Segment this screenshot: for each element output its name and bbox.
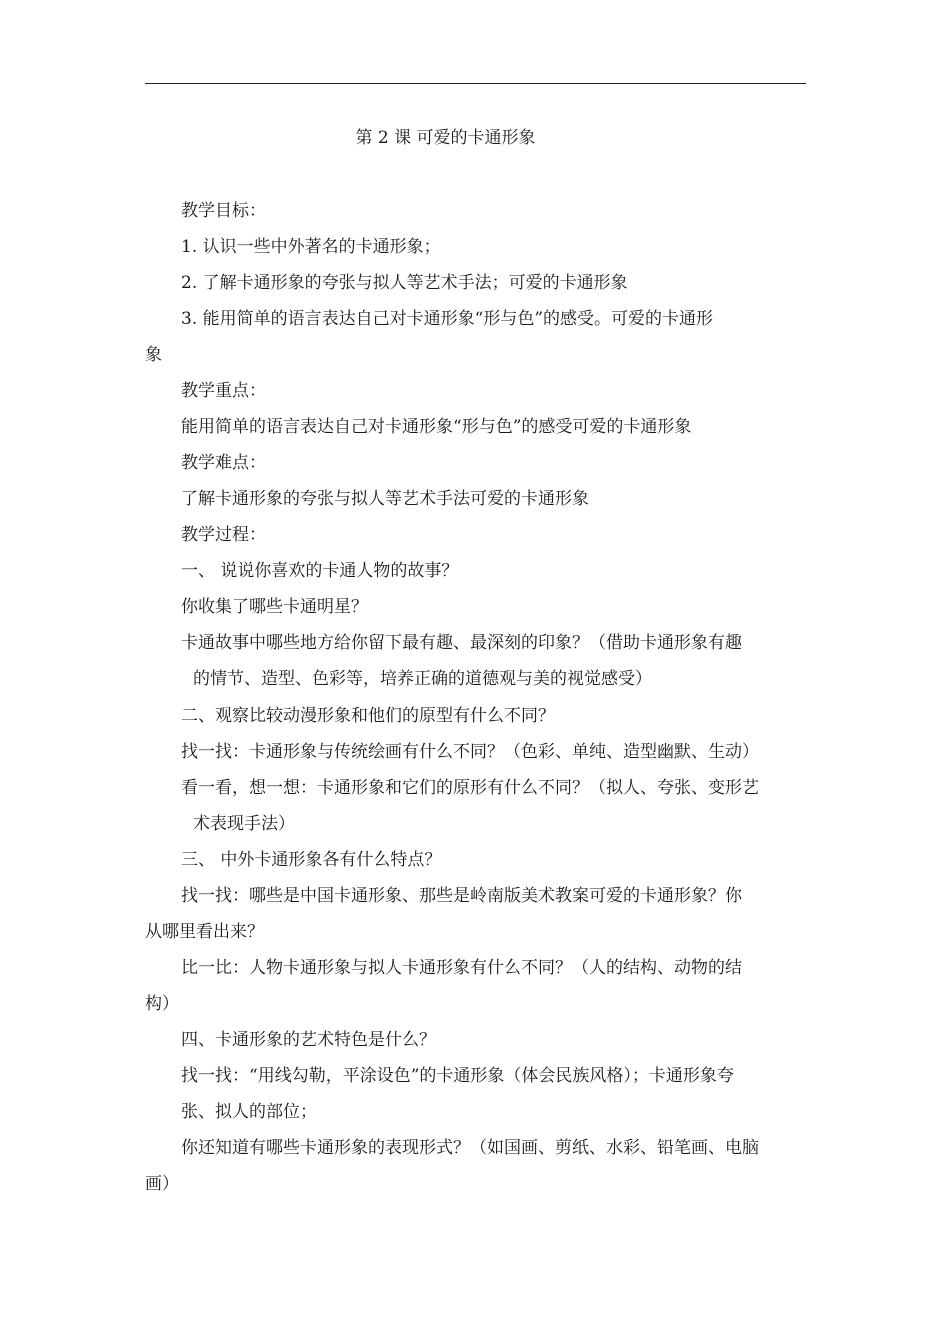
text-line: 3. 能用简单的语言表达自己对卡通形象“形与色”的感受。可爱的卡通形: [181, 309, 714, 329]
text-line: 画）: [145, 1174, 179, 1194]
text-line: 一、 说说你喜欢的卡通人物的故事？: [181, 561, 459, 581]
text-line: 象: [145, 345, 162, 365]
text-line: 教学重点：: [181, 381, 266, 401]
text-line: 张、拟人的部位；: [181, 1102, 317, 1122]
text-line: 找一找：哪些是中国卡通形象、那些是岭南版美术教案可爱的卡通形象？你: [181, 886, 742, 906]
text-line: 看一看，想一想：卡通形象和它们的原形有什么不同？（拟人、夸张、变形艺: [181, 778, 759, 798]
text-line: 了解卡通形象的夸张与拟人等艺术手法可爱的卡通形象: [181, 489, 589, 509]
text-line: 二、观察比较动漫形象和他们的原型有什么不同？: [181, 706, 555, 726]
text-line: 1. 认识一些中外著名的卡通形象；: [181, 237, 441, 257]
text-line: 能用简单的语言表达自己对卡通形象“形与色”的感受可爱的卡通形象: [181, 417, 692, 437]
text-line: 构）: [145, 994, 179, 1014]
text-line: 教学目标：: [181, 201, 266, 221]
text-line: 的情节、造型、色彩等，培养正确的道德观与美的视觉感受）: [193, 669, 652, 689]
text-line: 四、卡通形象的艺术特色是什么？: [181, 1030, 436, 1050]
text-line: 找一找：“用线勾勒，平涂设色”的卡通形象（体会民族风格）；卡通形象夸: [181, 1066, 734, 1086]
text-line: 找一找：卡通形象与传统绘画有什么不同？（色彩、单纯、造型幽默、生动）: [181, 742, 759, 762]
text-line: 教学过程：: [181, 525, 266, 545]
page-title: 第 2 课 可爱的卡通形象: [355, 128, 536, 148]
text-line: 术表现手法）: [193, 814, 295, 834]
header-rule: [145, 83, 806, 84]
text-line: 三、 中外卡通形象各有什么特点？: [181, 850, 442, 870]
text-line: 你还知道有哪些卡通形象的表现形式？（如国画、剪纸、水彩、铅笔画、电脑: [181, 1138, 759, 1158]
text-line: 卡通故事中哪些地方给你留下最有趣、最深刻的印象？（借助卡通形象有趣: [181, 633, 742, 653]
text-line: 2. 了解卡通形象的夸张与拟人等艺术手法；可爱的卡通形象: [181, 273, 628, 293]
text-line: 你收集了哪些卡通明星？: [181, 597, 368, 617]
text-line: 从哪里看出来？: [145, 922, 264, 942]
text-line: 教学难点：: [181, 453, 266, 473]
text-line: 比一比：人物卡通形象与拟人卡通形象有什么不同？（人的结构、动物的结: [181, 958, 742, 978]
